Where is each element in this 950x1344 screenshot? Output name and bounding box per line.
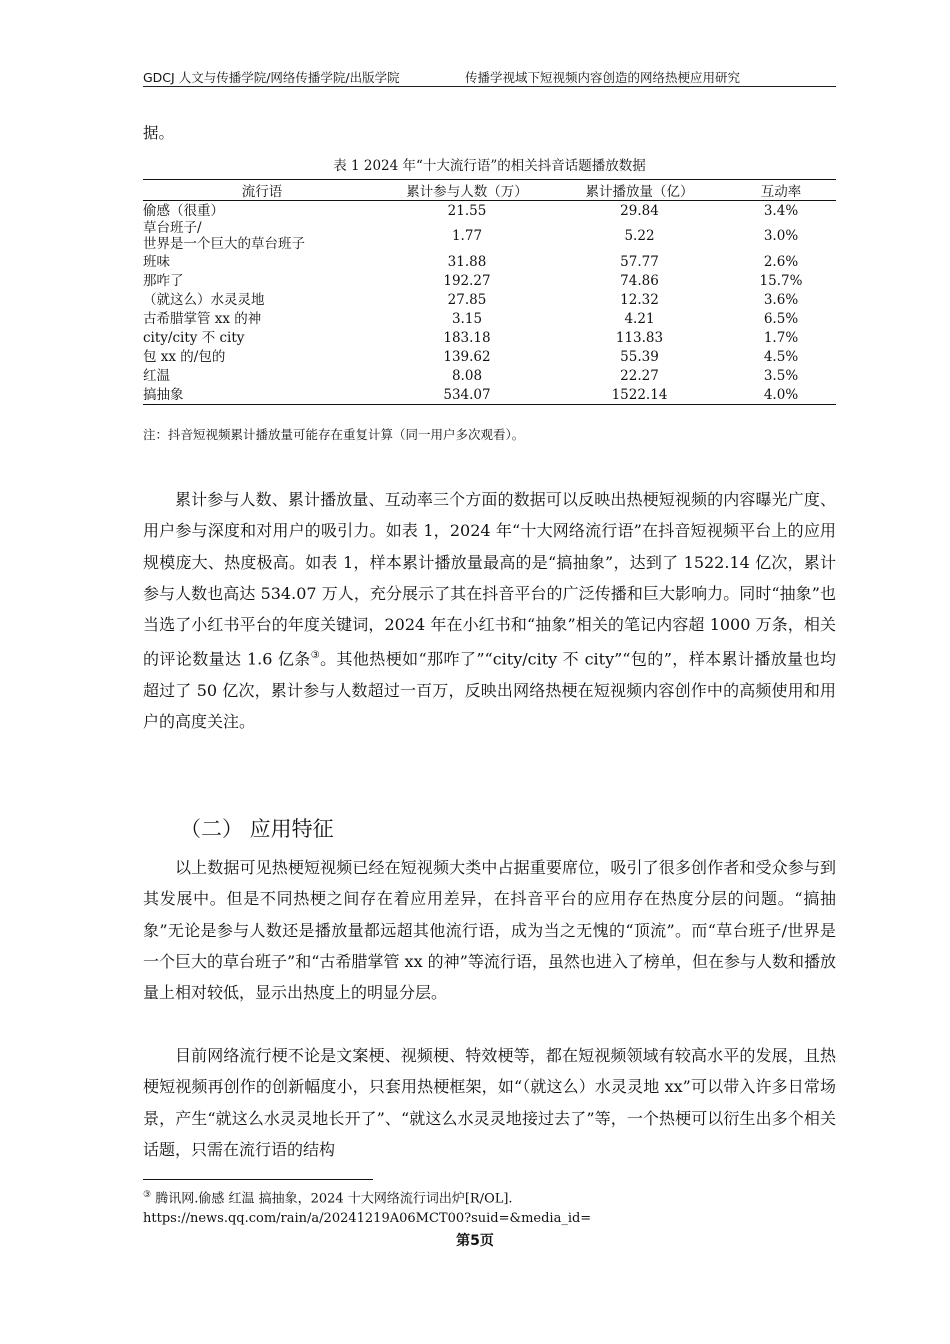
- table-body: [143, 201, 836, 405]
- cell-views: 1522.14: [553, 385, 726, 405]
- footnote: [143, 1185, 836, 1229]
- running-header: [143, 68, 836, 87]
- table-row: [143, 309, 836, 328]
- cell-term: [143, 220, 381, 252]
- term-text: （就这么）水灵灵地: [143, 291, 265, 308]
- cell-term: [143, 271, 381, 290]
- cell-rate: 15.7%: [759, 272, 803, 289]
- header-paper-title: 传播学视域下短视频内容创造的网络热梗应用研究: [465, 70, 741, 85]
- paragraph-2: 以上数据可见热梗短视频已经在短视频大类中占据重要席位，吸引了很多创作者和受众参与到其发展中。但是不同热梗之间存在着应用差异，在抖音平台的应用存在热度分层的问题。“搞抽象”无论是参与人数还是播放量都远超其他流行语，成为当之无愧的“顶流”。而“草台班子/世界是一个巨大的草台班子”和“古希腊掌管 xx 的神”等流行语，虽然也进入了榜单，但在参与人数和播放量上相对较低，显示出热度上的明显分层。: [143, 858, 836, 1003]
- table-row: [143, 220, 836, 252]
- cell-participants: 21.55: [447, 202, 487, 219]
- table-row: [143, 271, 836, 290]
- cell-rate: 6.5%: [763, 310, 799, 327]
- table-row: [143, 290, 836, 309]
- column-header-term: 流行语: [143, 180, 381, 201]
- header-institution: GDCJ 人文与传播学院/网络传播学院/出版学院: [143, 70, 400, 85]
- table-row: [143, 328, 836, 347]
- cell-views: 113.83: [615, 329, 664, 346]
- table-header-row: [143, 180, 836, 201]
- cell-rate: 4.0%: [726, 385, 836, 405]
- cell-rate: 3.0%: [763, 228, 799, 244]
- column-header-participants: 累计参与人数（万）: [381, 180, 553, 201]
- cell-term: [143, 290, 381, 309]
- cell-participants: 27.85: [447, 291, 487, 308]
- cell-rate: 2.6%: [763, 253, 799, 270]
- cell-participants: 183.18: [443, 329, 491, 346]
- table-caption: 表 1 2024 年“十大流行语”的相关抖音话题播放数据: [333, 158, 646, 174]
- column-header-rate: 互动率: [726, 180, 836, 201]
- cell-views: 57.77: [620, 253, 659, 270]
- term-text: 包 xx 的/包的: [143, 348, 226, 365]
- cell-rate: 3.5%: [763, 367, 799, 384]
- table-row: [143, 347, 836, 366]
- table-note: 注：抖音短视频累计播放量可能存在重复计算（同一用户多次观看）。: [143, 427, 525, 442]
- cell-term: [143, 309, 381, 328]
- cell-views: 12.32: [620, 291, 659, 308]
- cell-views: 4.21: [624, 310, 655, 327]
- cell-term: [143, 328, 381, 347]
- cell-term: [143, 252, 381, 271]
- table-row: [143, 252, 836, 271]
- cell-rate: 3.6%: [763, 291, 799, 308]
- cell-participants: 534.07: [381, 385, 553, 405]
- table-row: [143, 366, 836, 385]
- cell-term: [143, 347, 381, 366]
- cell-participants: 139.62: [443, 348, 491, 365]
- cell-participants: 1.77: [451, 228, 483, 244]
- cell-rate: 1.7%: [763, 329, 799, 346]
- cell-views: 22.27: [620, 367, 659, 384]
- cell-views: 5.22: [624, 228, 655, 244]
- section-heading: （二） 应用特征: [180, 817, 334, 841]
- table-row: [143, 385, 836, 405]
- term-text: 搞抽象: [143, 386, 184, 403]
- paragraph-3: 目前网络流行梗不论是文案梗、视频梗、特效梗等，都在短视频领域有较高水平的发展，且热梗短视频再创作的创新幅度小，只套用热梗框架，如“（就这么）水灵灵地 xx”可以带入许多日常场景，产生“就这么水灵灵地长开了”、“就这么水灵灵地接过去了”等，一个热梗可以衍生出多个相关话题，只需在流行语的结构: [143, 1046, 836, 1159]
- footnote-mark: ③: [143, 1190, 152, 1200]
- footnote-citation: 腾讯网.偷感 红温 搞抽象，2024 十大网络流行词出炉[R/OL].: [151, 1191, 513, 1207]
- footnote-divider: [143, 1179, 373, 1180]
- footnote-url: https://news.qq.com/rain/a/20241219A06MCT00?suid=&media_id=: [143, 1211, 592, 1227]
- cell-participants: 192.27: [443, 272, 491, 289]
- term-text: 班味: [143, 253, 170, 270]
- cell-participants: 31.88: [447, 253, 487, 270]
- paragraph-1-text: 累计参与人数、累计播放量、互动率三个方面的数据可以反映出热梗短视频的内容曝光广度、用户参与深度和对用户的吸引力。如表 1，2024 年“十大网络流行语”在抖音短视频平台上的应用规模庞大、热度极高。如表 1，样本累计播放量最高的是“搞抽象”，达到了 1522.14 亿次，累计参与人数也高达 534.07 万人，充分展示了其在抖音平台的广泛传播和巨大影响力。同时“抽象”也当选了小红书平台的年度关键词，2024 年在小红书和“抽象”相关的笔记内容超 1000 万条，相关的评论数量达 1.6 亿条: [143, 490, 836, 669]
- cell-participants: 3.15: [451, 310, 483, 327]
- paragraph-1-tail: 。其他热梗如“那咋了”“city/city 不 city”“包的”，样本累计播放量也均超过了 50 亿次，累计参与人数超过一百万，反映出网络热梗在短视频内容创作中的高频使用和用户的高度关注。: [143, 649, 836, 732]
- page-number: 第5页: [456, 1233, 494, 1249]
- continued-text: 据。: [143, 124, 175, 142]
- paragraph-1: [143, 484, 836, 738]
- term-text: 偷感（很重）: [143, 202, 224, 219]
- data-table: [143, 179, 836, 405]
- cell-views: 29.84: [620, 202, 659, 219]
- term-text: 那咋了: [143, 272, 184, 289]
- cell-participants: 8.08: [451, 367, 483, 384]
- cell-term: [143, 385, 381, 405]
- cell-views: 74.86: [620, 272, 659, 289]
- term-text: 红温: [143, 367, 170, 384]
- cell-rate: 4.5%: [763, 348, 799, 365]
- cell-term: [143, 366, 381, 385]
- term-text: 古希腊掌管 xx 的神: [143, 310, 262, 327]
- term-text: 草台班子/: [143, 220, 202, 236]
- cell-term: [143, 201, 381, 221]
- column-header-views: 累计播放量（亿）: [553, 180, 726, 201]
- term-text-line2: 世界是一个巨大的草台班子: [143, 236, 305, 252]
- cell-rate: 3.4%: [763, 202, 799, 219]
- term-text: city/city 不 city: [143, 329, 245, 346]
- footnote-ref: ③: [310, 650, 321, 662]
- cell-views: 55.39: [620, 348, 659, 365]
- table-row: [143, 201, 836, 221]
